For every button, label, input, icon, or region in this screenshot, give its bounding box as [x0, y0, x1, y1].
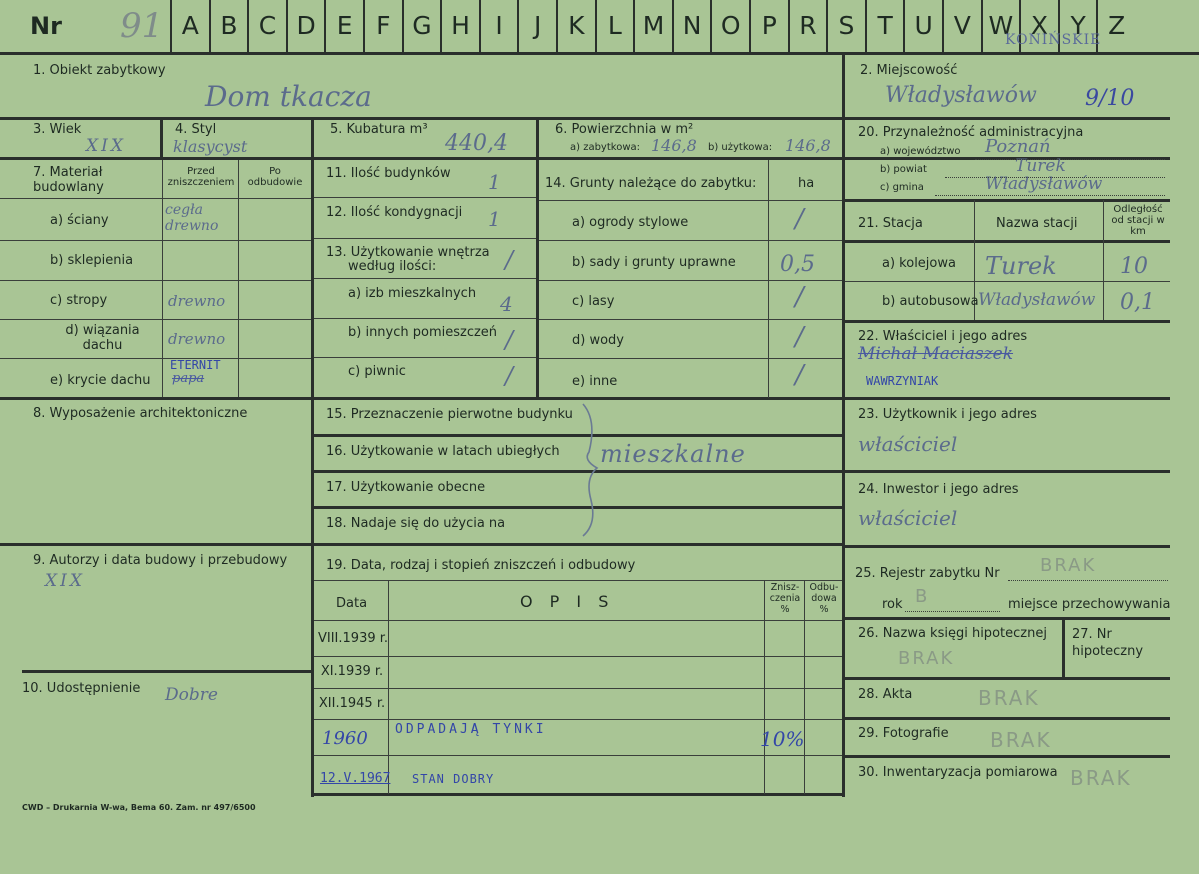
- letter-e[interactable]: E: [324, 0, 363, 52]
- letter-a[interactable]: A: [170, 0, 209, 52]
- f14c-value[interactable]: /: [795, 282, 804, 312]
- f5-label: 5. Kubatura m³: [330, 122, 428, 137]
- f2-label: 2. Miejscowość: [860, 63, 958, 78]
- f24-value[interactable]: właściciel: [858, 506, 958, 530]
- letter-w[interactable]: W: [981, 0, 1020, 52]
- letter-k[interactable]: K: [556, 0, 595, 52]
- f7a-label: a) ściany: [50, 213, 109, 228]
- f6-uzytkowa-label: b) użytkowa:: [708, 142, 773, 153]
- letter-t[interactable]: T: [865, 0, 904, 52]
- f25-label: 25. Rejestr zabytku Nr: [855, 566, 1000, 581]
- f7-label: 7. Materiał budowlany: [33, 165, 104, 195]
- f12-value[interactable]: 1: [488, 207, 501, 231]
- f15-label: 15. Przeznaczenie pierwotne budynku: [326, 407, 573, 422]
- f5-value[interactable]: 440,4: [445, 131, 508, 156]
- f21-bus-dist[interactable]: 0,1: [1120, 290, 1155, 315]
- f19-col-opis: O P I S: [520, 592, 615, 611]
- f21-label: 21. Stacja: [858, 216, 923, 231]
- f23-value[interactable]: właściciel: [858, 432, 958, 456]
- f25-miejsce-label: miejsce przechowywania: [1008, 597, 1171, 612]
- f7a-value[interactable]: cegła drewno: [165, 202, 219, 234]
- f27-label: 27. Nr hipoteczny: [1072, 627, 1144, 659]
- f29-label: 29. Fotografie: [858, 726, 949, 741]
- f26-label: 26. Nazwa księgi hipotecznej: [858, 626, 1047, 641]
- f19-row5-opis[interactable]: STAN DOBRY: [412, 772, 495, 786]
- f19-row4-zn[interactable]: 10%: [760, 727, 805, 751]
- printer-footer: CWD – Drukarnia W-wa, Bema 60. Zam. nr 497/6500: [22, 803, 256, 812]
- f4-value[interactable]: klasycyst: [173, 137, 248, 156]
- f19-col-zn: Znisz-czenia %: [769, 582, 801, 615]
- f2-value[interactable]: Władysławów: [885, 83, 1037, 108]
- f26-value[interactable]: BRAK: [898, 648, 955, 669]
- f28-label: 28. Akta: [858, 687, 913, 702]
- f19-row5-date[interactable]: 12.V.1967: [320, 771, 391, 786]
- letter-u[interactable]: U: [903, 0, 942, 52]
- f7-col-after: Po odbudowie: [247, 166, 303, 188]
- f14e-value[interactable]: /: [795, 360, 804, 390]
- f7e-struck: papa: [172, 371, 205, 386]
- f21-col-dist: Odległość od stacji w km: [1111, 204, 1165, 237]
- f20-pow-value[interactable]: Turek: [1015, 156, 1066, 176]
- f19-col-od: Odbu-dowa %: [809, 582, 839, 615]
- letter-g[interactable]: G: [402, 0, 441, 52]
- f16-value[interactable]: mieszkalne: [600, 440, 746, 468]
- f10-value[interactable]: Dobre: [165, 685, 218, 705]
- f13c-label: c) piwnic: [348, 364, 406, 379]
- f13-dash: /: [505, 246, 514, 274]
- f1-value[interactable]: Dom tkacza: [205, 80, 372, 113]
- f30-label: 30. Inwentaryzacja pomiarowa: [858, 765, 1058, 780]
- letter-p[interactable]: P: [749, 0, 788, 52]
- f4-label: 4. Styl: [175, 122, 217, 137]
- f2-number[interactable]: 9/10: [1085, 86, 1135, 111]
- f9-value[interactable]: XIX: [45, 571, 85, 591]
- letter-d[interactable]: D: [286, 0, 325, 52]
- f7d-label: d) wiązania dachu: [65, 323, 140, 353]
- letter-n[interactable]: N: [672, 0, 711, 52]
- f9-label: 9. Autorzy i data budowy i przebudowy: [33, 553, 288, 568]
- f7-col-before: Przed zniszczeniem: [167, 166, 235, 188]
- f25-value[interactable]: BRAK: [1040, 555, 1097, 576]
- f21-rail-label: a) kolejowa: [882, 256, 956, 271]
- f14c-label: c) lasy: [572, 294, 615, 309]
- f29-value[interactable]: BRAK: [990, 728, 1052, 752]
- f20-gm-value[interactable]: Władysławów: [985, 174, 1103, 194]
- f21-col-name: Nazwa stacji: [996, 216, 1078, 231]
- letter-x[interactable]: X: [1019, 0, 1058, 52]
- letter-b[interactable]: B: [209, 0, 248, 52]
- letter-m[interactable]: M: [633, 0, 672, 52]
- letter-i[interactable]: I: [479, 0, 518, 52]
- f1-label: 1. Obiekt zabytkowy: [33, 63, 166, 78]
- f18-label: 18. Nadaje się do użycia na: [326, 516, 506, 531]
- f14b-value[interactable]: 0,5: [780, 252, 815, 277]
- f13a-label: a) izb mieszkalnych: [348, 286, 477, 301]
- f25-rok-value[interactable]: B: [915, 586, 930, 607]
- f14d-label: d) wody: [572, 333, 624, 348]
- f7b-label: b) sklepienia: [50, 253, 134, 268]
- f19-row4-date[interactable]: 1960: [322, 728, 368, 749]
- f7e-value[interactable]: ETERNIT: [170, 358, 221, 372]
- f6-zabudowa-label: a) zabytkowa:: [570, 142, 640, 153]
- letter-l[interactable]: L: [595, 0, 634, 52]
- f30-value[interactable]: BRAK: [1070, 766, 1132, 790]
- f14e-label: e) inne: [572, 374, 618, 389]
- f13-label-2: według ilości:: [348, 259, 437, 274]
- f13b-value[interactable]: /: [505, 326, 514, 354]
- letter-o[interactable]: O: [710, 0, 749, 52]
- f13c-value[interactable]: /: [505, 362, 514, 390]
- f10-label: 10. Udostępnienie: [22, 681, 141, 696]
- f21-bus-name[interactable]: Władysławów: [978, 290, 1096, 310]
- f19-row4-opis[interactable]: ODPADAJĄ TYNKI: [395, 722, 547, 737]
- f14b-label: b) sady i grunty uprawne: [572, 255, 736, 270]
- f25-rok-label: rok: [882, 597, 903, 612]
- f24-label: 24. Inwestor i jego adres: [858, 482, 1019, 497]
- letter-c[interactable]: C: [247, 0, 286, 52]
- f17-label: 17. Użytkowanie obecne: [326, 480, 486, 495]
- f21-rail-dist[interactable]: 10: [1120, 254, 1148, 279]
- f7c-value[interactable]: drewno: [168, 292, 226, 310]
- f11-value[interactable]: 1: [488, 170, 501, 194]
- f8-label: 8. Wyposażenie architektoniczne: [33, 406, 248, 421]
- f14-unit: ha: [798, 176, 815, 191]
- f7d-value[interactable]: drewno: [168, 330, 226, 348]
- f20-pow-label: b) powiat: [880, 164, 927, 175]
- f19-row3-date: XII.1945 r.: [318, 696, 386, 711]
- f21-bus-label: b) autobusowa: [882, 294, 979, 309]
- f20-woj-label: a) województwo: [880, 146, 961, 157]
- letter-r[interactable]: R: [788, 0, 827, 52]
- letter-j[interactable]: J: [517, 0, 556, 52]
- letter-z[interactable]: Z: [1096, 0, 1135, 52]
- f22-value[interactable]: WAWRZYNIAK: [866, 374, 939, 388]
- f11-label: 11. Ilość budynków: [326, 166, 451, 181]
- letter-h[interactable]: H: [440, 0, 479, 52]
- letter-s[interactable]: S: [826, 0, 865, 52]
- f19-row2-date: XI.1939 r.: [320, 664, 384, 679]
- f20-gm-label: c) gmina: [880, 182, 924, 193]
- f19-label: 19. Data, rodzaj i stopień zniszczeń i odbudowy: [326, 558, 636, 573]
- f19-row1-date: VIII.1939 r.: [318, 631, 389, 646]
- f6-uzytkowa-value[interactable]: 146,8: [785, 136, 831, 155]
- f7e-label: e) krycie dachu: [50, 373, 151, 388]
- f6-label: 6. Powierzchnia w m²: [555, 122, 694, 137]
- f22-label: 22. Właściciel i jego adres: [858, 329, 1028, 344]
- f20-label: 20. Przynależność administracyjna: [858, 125, 1084, 140]
- f13a-value[interactable]: 4: [500, 292, 513, 316]
- f16-label: 16. Użytkowanie w latach ubiegłych: [326, 444, 560, 459]
- f20-woj-value[interactable]: Poznań: [985, 136, 1051, 157]
- f22-struck: Michał Maciaszek: [858, 344, 1014, 364]
- f14a-label: a) ogrody stylowe: [572, 215, 689, 230]
- f7c-label: c) stropy: [50, 293, 108, 308]
- f21-rail-name[interactable]: Turek: [985, 252, 1057, 280]
- top-note: KONIŃSKIE: [1005, 32, 1102, 48]
- f13-label-1: 13. Użytkowanie wnętrza: [326, 245, 490, 260]
- letter-f[interactable]: F: [363, 0, 402, 52]
- brace-mark: [575, 400, 605, 540]
- f28-value[interactable]: BRAK: [978, 686, 1040, 710]
- f12-label: 12. Ilość kondygnacji: [326, 205, 463, 220]
- f6-zabudowa-value[interactable]: 146,8: [651, 136, 697, 155]
- f13b-label: b) innych pomieszczeń: [348, 325, 498, 340]
- f19-col-date: Data: [336, 596, 368, 611]
- f14-label: 14. Grunty należące do zabytku:: [545, 176, 757, 191]
- f23-label: 23. Użytkownik i jego adres: [858, 407, 1037, 422]
- f3-label: 3. Wiek: [33, 122, 82, 137]
- f14a-value[interactable]: /: [795, 204, 804, 234]
- nr-value: 91: [120, 6, 164, 46]
- f3-value[interactable]: XIX: [86, 136, 126, 156]
- f14d-value[interactable]: /: [795, 322, 804, 352]
- letter-v[interactable]: V: [942, 0, 981, 52]
- nr-label: Nr: [30, 12, 62, 40]
- letter-y[interactable]: Y: [1058, 0, 1097, 52]
